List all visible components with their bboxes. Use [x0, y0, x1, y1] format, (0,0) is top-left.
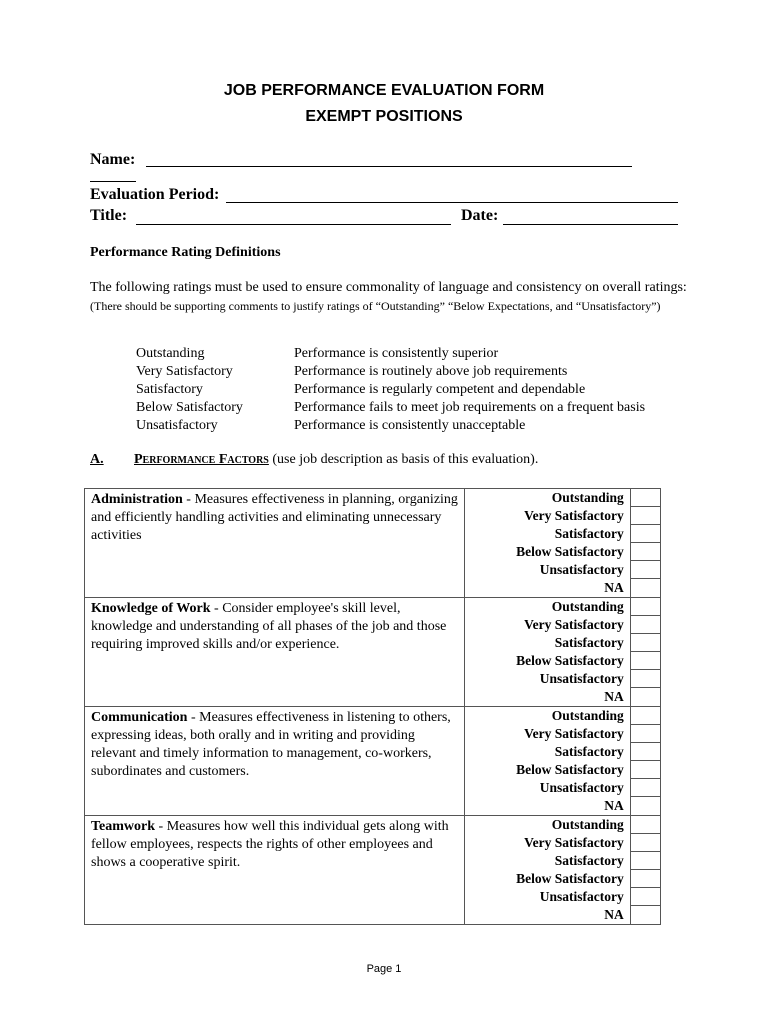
definition-row	[136, 345, 645, 363]
rating-label: Unsatisfactory	[539, 671, 624, 686]
rating-checkbox[interactable]	[631, 870, 660, 888]
name-field[interactable]	[146, 166, 632, 167]
definition-row	[136, 417, 645, 435]
rating-checkbox[interactable]	[631, 598, 660, 616]
page-number: Page 1	[366, 963, 402, 975]
rating-label: Unsatisfactory	[539, 889, 624, 904]
title-field[interactable]	[136, 224, 451, 225]
performance-factors-table	[84, 488, 661, 925]
rating-checkbox[interactable]	[631, 561, 660, 579]
definition-term: Unsatisfactory	[136, 418, 218, 433]
factor-row	[85, 816, 661, 925]
rating-boxes	[630, 598, 660, 707]
rating-checkbox[interactable]	[631, 634, 660, 652]
rating-label: Outstanding	[551, 708, 624, 723]
definition-term: Satisfactory	[136, 382, 203, 397]
rating-label: NA	[604, 798, 624, 813]
intro-text: The following ratings must be used to ensure commonality of language and consistency on overall ratings:	[90, 280, 687, 295]
factor-row	[85, 707, 661, 816]
rating-checkbox[interactable]	[631, 852, 660, 870]
rating-boxes	[630, 816, 660, 925]
rating-definitions-intro	[90, 279, 690, 316]
factor-description-text: - Measures effectiveness in listening to others, expressing ideas, both orally and in writing and providing relevant and timely information to management, co-workers, subordinates and customers.	[91, 710, 451, 779]
rating-checkbox[interactable]	[631, 761, 660, 779]
section-title: Performance Factors	[134, 452, 269, 467]
factor-row	[85, 598, 661, 707]
definition-term: Outstanding	[136, 346, 205, 361]
rating-label: Satisfactory	[554, 744, 624, 759]
rating-label: Outstanding	[551, 599, 624, 614]
rating-checkbox[interactable]	[631, 888, 660, 906]
rating-checkbox[interactable]	[631, 779, 660, 797]
section-subtitle: (use job description as basis of this evaluation).	[272, 452, 539, 467]
rating-label: NA	[604, 907, 624, 922]
rating-label: Satisfactory	[554, 526, 624, 541]
rating-labels	[465, 489, 631, 598]
rating-checkbox[interactable]	[631, 670, 660, 688]
rating-checkbox[interactable]	[631, 616, 660, 634]
definition-meaning: Performance is consistently unacceptable	[294, 418, 526, 433]
rating-label: Unsatisfactory	[539, 780, 624, 795]
section-a-heading	[90, 452, 538, 468]
factor-description-text: - Measures effectiveness in planning, organizing and efficiently handling activities and eliminating unnecessary activities	[91, 492, 458, 543]
rating-checkbox[interactable]	[631, 743, 660, 761]
definition-meaning: Performance fails to meet job requirements on a frequent basis	[294, 400, 646, 415]
rating-checkbox[interactable]	[631, 707, 660, 725]
title-label: Title:	[90, 207, 128, 224]
rating-boxes	[630, 489, 660, 598]
factor-name: Administration	[91, 492, 183, 507]
rating-checkbox[interactable]	[631, 688, 660, 705]
rating-checkbox[interactable]	[631, 797, 660, 814]
rating-labels	[465, 598, 631, 707]
definition-term: Below Satisfactory	[136, 400, 243, 415]
definition-term: Very Satisfactory	[136, 364, 233, 379]
rating-checkbox[interactable]	[631, 507, 660, 525]
rating-label: Outstanding	[551, 817, 624, 832]
definition-row	[136, 363, 645, 381]
rating-label: Below Satisfactory	[516, 544, 624, 559]
definition-meaning: Performance is regularly competent and dependable	[294, 382, 586, 397]
date-field[interactable]	[503, 224, 678, 225]
rating-label: NA	[604, 689, 624, 704]
rating-checkbox[interactable]	[631, 725, 660, 743]
name-label: Name:	[90, 151, 136, 168]
rating-checkbox[interactable]	[631, 906, 660, 923]
factor-description-text: - Consider employee's skill level, knowledge and understanding of all phases of the job and those requiring improved skills and/or experience.	[91, 601, 447, 652]
rating-label: Very Satisfactory	[524, 508, 624, 523]
factor-name: Knowledge of Work	[91, 601, 211, 616]
definition-meaning: Performance is consistently superior	[294, 346, 499, 361]
rating-label: Satisfactory	[554, 635, 624, 650]
factor-name: Communication	[91, 710, 188, 725]
rating-label: Very Satisfactory	[524, 617, 624, 632]
rating-label: Unsatisfactory	[539, 562, 624, 577]
rating-label: Below Satisfactory	[516, 762, 624, 777]
rating-checkbox[interactable]	[631, 489, 660, 507]
name-field-continuation[interactable]	[90, 181, 136, 182]
intro-note: (There should be supporting comments to justify ratings of “Outstanding” “Below Expectations, and “Unsatisfactory”)	[90, 299, 661, 313]
factor-description-text: - Measures how well this individual gets along with fellow employees, respects the rights of other employees and shows a cooperative spirit.	[91, 819, 449, 870]
rating-label: Below Satisfactory	[516, 871, 624, 886]
section-letter: A.	[90, 452, 104, 467]
factor-description	[85, 707, 465, 816]
rating-checkbox[interactable]	[631, 652, 660, 670]
rating-boxes	[630, 707, 660, 816]
rating-checkbox[interactable]	[631, 525, 660, 543]
rating-label: NA	[604, 580, 624, 595]
factor-name: Teamwork	[91, 819, 156, 834]
rating-label: Below Satisfactory	[516, 653, 624, 668]
form-title: JOB PERFORMANCE EVALUATION FORM	[223, 82, 545, 99]
evaluation-period-label: Evaluation Period:	[90, 186, 220, 203]
form-subtitle: EXEMPT POSITIONS	[305, 108, 463, 125]
definition-meaning: Performance is routinely above job requirements	[294, 364, 568, 379]
factor-description	[85, 489, 465, 598]
rating-checkbox[interactable]	[631, 834, 660, 852]
definition-row	[136, 381, 645, 399]
date-label: Date:	[461, 207, 499, 224]
rating-label: Very Satisfactory	[524, 726, 624, 741]
rating-label: Satisfactory	[554, 853, 624, 868]
rating-definitions-list	[136, 345, 645, 435]
factor-row	[85, 489, 661, 598]
rating-checkbox[interactable]	[631, 543, 660, 561]
rating-label: Very Satisfactory	[524, 835, 624, 850]
factor-description	[85, 598, 465, 707]
rating-labels	[465, 816, 631, 925]
rating-checkbox[interactable]	[631, 816, 660, 834]
rating-checkbox[interactable]	[631, 579, 660, 596]
rating-definitions-heading: Performance Rating Definitions	[90, 245, 281, 260]
rating-labels	[465, 707, 631, 816]
rating-label: Outstanding	[551, 490, 624, 505]
factor-description	[85, 816, 465, 925]
definition-row	[136, 399, 645, 417]
evaluation-period-field[interactable]	[226, 202, 678, 203]
